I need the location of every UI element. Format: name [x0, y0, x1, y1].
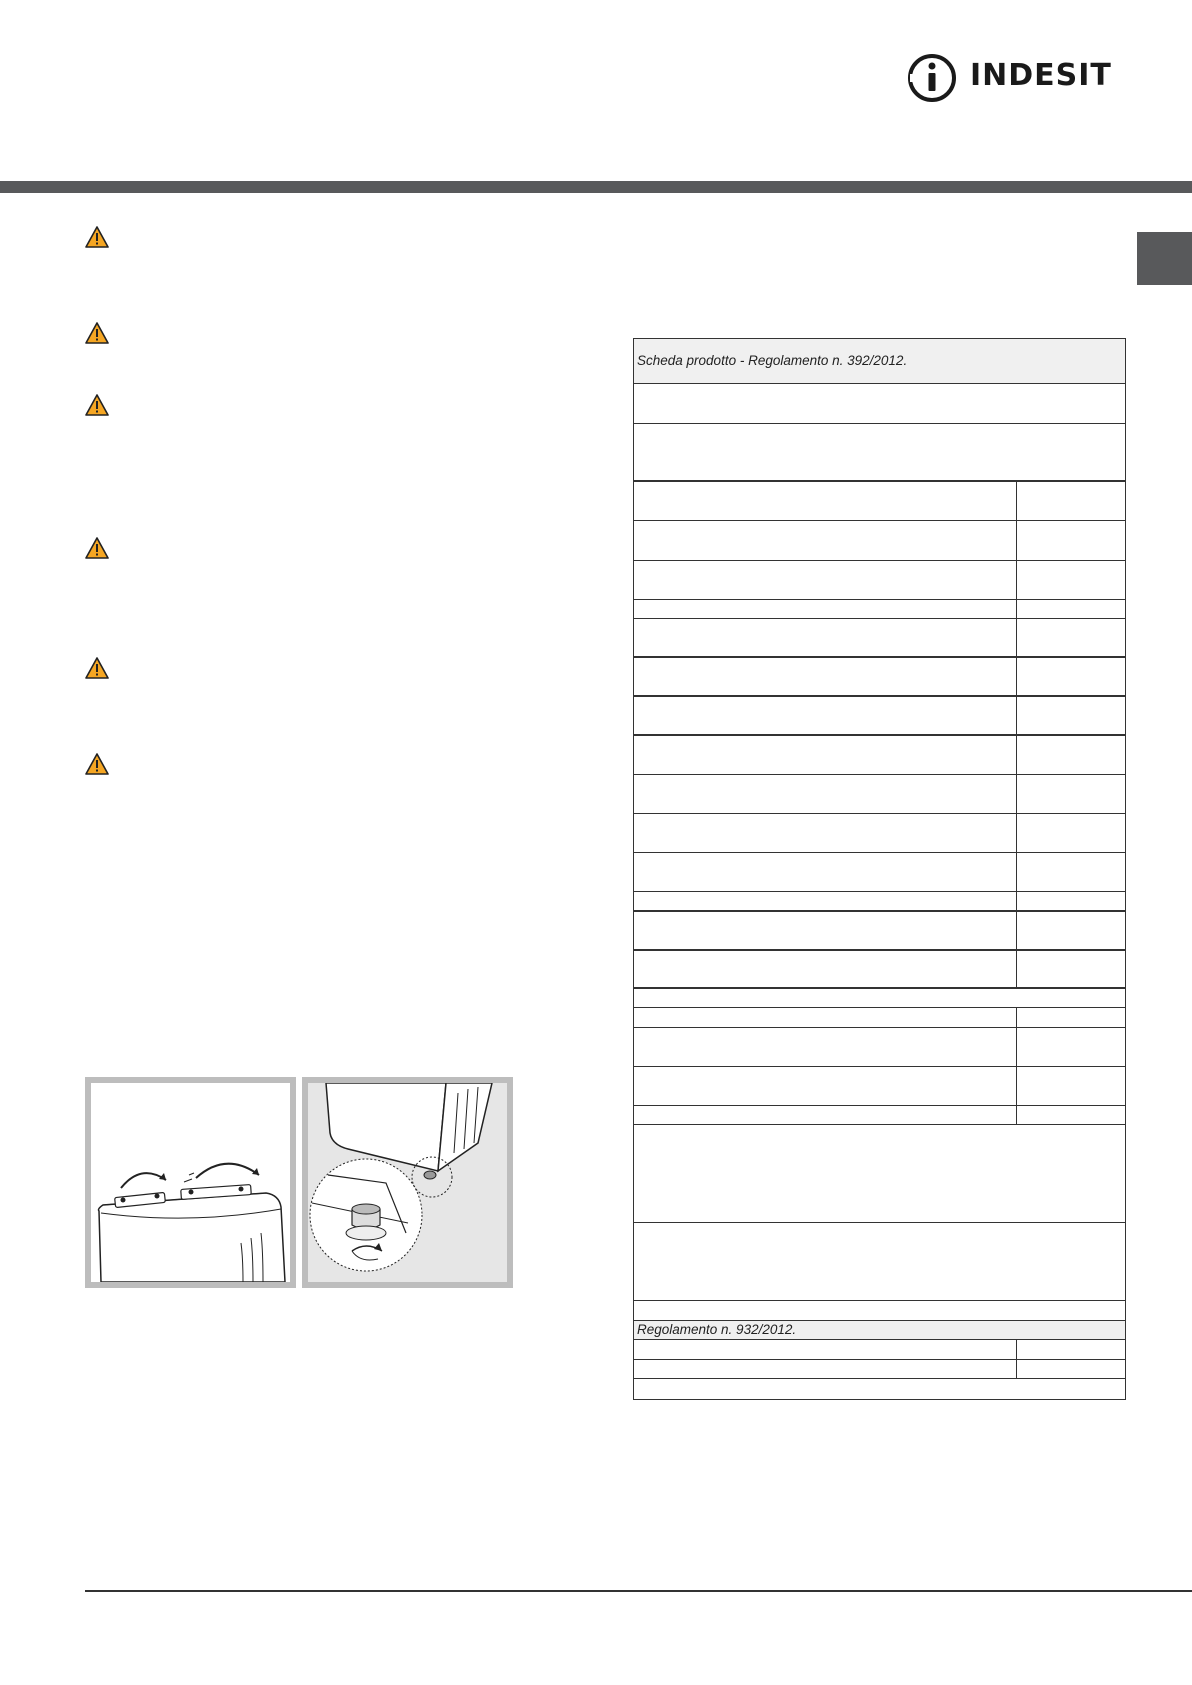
table-row [634, 892, 1125, 912]
warning-triangle-icon [85, 322, 109, 344]
table-row [634, 853, 1125, 892]
table-row [634, 658, 1125, 697]
table-row [634, 600, 1125, 619]
product-sheet-subtitle-row [634, 1321, 1125, 1340]
table-row [634, 1067, 1125, 1106]
indesit-logo-icon [906, 52, 960, 104]
adjustable-foot-icon [308, 1083, 507, 1282]
table-row [634, 561, 1125, 600]
table-row [634, 1301, 1125, 1321]
brand-logo [906, 52, 1112, 104]
warning-triangle-icon [85, 537, 109, 559]
logo-text: INDESIT [970, 58, 1112, 93]
warning-triangle-icon [85, 394, 109, 416]
table-row [634, 1028, 1125, 1067]
figure-transport-bolts [85, 1077, 296, 1288]
warning-triangle-icon [85, 226, 109, 248]
table-row [634, 384, 1125, 424]
warning-triangle-icon [85, 657, 109, 679]
figure-adjustable-foot [302, 1077, 513, 1288]
table-row [634, 619, 1125, 658]
product-sheet-table [633, 338, 1126, 1400]
transport-bolts-removal-icon [91, 1083, 290, 1282]
table-row [634, 1340, 1125, 1360]
table-row [634, 1223, 1125, 1301]
table-row [634, 1008, 1125, 1028]
table-row [634, 951, 1125, 989]
table-row [634, 1125, 1125, 1223]
table-row [634, 521, 1125, 561]
table-row [634, 1379, 1125, 1398]
footer-rule [85, 1590, 1192, 1592]
warning-triangle-icon [85, 753, 109, 775]
table-row [634, 424, 1125, 482]
language-tab [1137, 232, 1192, 285]
table-row [634, 989, 1125, 1008]
table-row [634, 1360, 1125, 1379]
table-row [634, 1106, 1125, 1125]
header-bar [0, 181, 1192, 193]
table-row [634, 775, 1125, 814]
product-sheet-subtitle: Regolamento n. 932/2012. [637, 1322, 797, 1337]
table-row [634, 697, 1125, 736]
table-row [634, 482, 1125, 521]
table-row [634, 814, 1125, 853]
product-sheet-title-row [634, 339, 1125, 384]
product-sheet-title: Scheda prodotto - Regolamento n. 392/2012. [637, 353, 908, 368]
table-row [634, 912, 1125, 951]
table-row [634, 736, 1125, 775]
